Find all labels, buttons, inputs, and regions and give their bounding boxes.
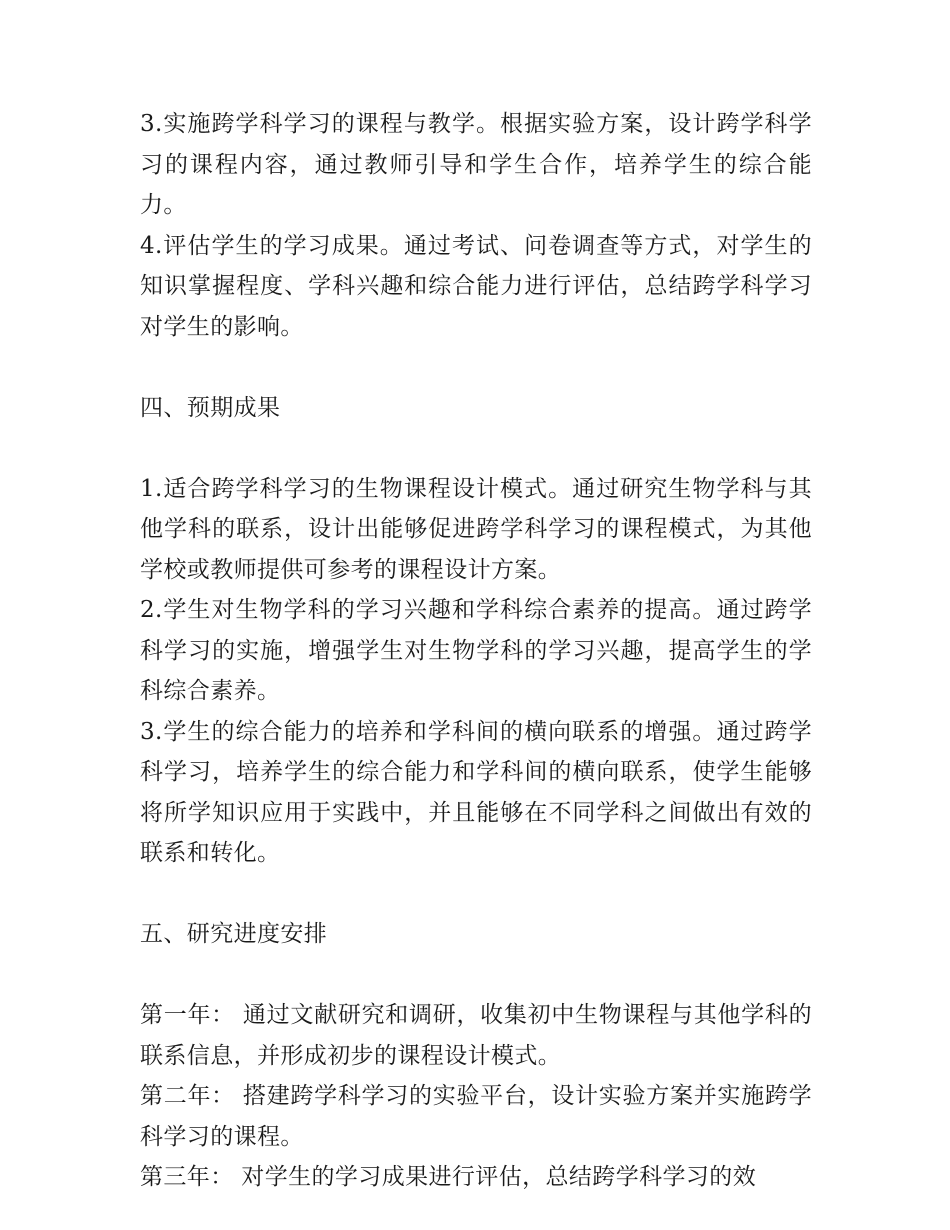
- paragraph-methods-4: 4.评估学生的学习成果。通过考试、问卷调查等方式，对学生的知识掌握程度、学科兴趣和综合能力进行评估，总结跨学科学习对学生的影响。: [140, 232, 812, 340]
- paragraph-schedule-year-1: 第一年： 通过文献研究和调研，收集初中生物课程与其他学科的联系信息，并形成初步的课程设计模式。: [140, 1002, 812, 1069]
- document-body: [140, 104, 812, 1198]
- paragraph-result-1: 1.适合跨学科学习的生物课程设计模式。通过研究生物学科与其他学科的联系，设计出能够促进跨学科学习的课程模式，为其他学校或教师提供可参考的课程设计方案。: [140, 475, 812, 583]
- paragraph-gap: [140, 874, 812, 915]
- paragraph-gap: [140, 428, 812, 469]
- paragraph-result-3: 3.学生的综合能力的培养和学科间的横向联系的增强。通过跨学科学习，培养学生的综合能力和学科间的横向联系，使学生能够将所学知识应用于实践中，并且能够在不同学科之间做出有效的联系和转化。: [140, 718, 812, 866]
- paragraph-methods-3: 3.实施跨学科学习的课程与教学。根据实验方案，设计跨学科学习的课程内容，通过教师引导和学生合作，培养学生的综合能力。: [140, 111, 812, 218]
- section-heading-schedule: 五、研究进度安排: [140, 921, 328, 947]
- section-heading-expected-results: 四、预期成果: [140, 394, 281, 421]
- paragraph-gap: [140, 955, 812, 996]
- paragraph-schedule-year-2: 第二年： 搭建跨学科学习的实验平台，设计实验方案并实施跨学科学习的课程。: [140, 1083, 812, 1150]
- paragraph-schedule-year-3: 第三年： 对学生的学习成果进行评估，总结跨学科学习的效: [140, 1164, 757, 1190]
- paragraph-result-2: 2.学生对生物学科的学习兴趣和学科综合素养的提高。通过跨学科学习的实施，增强学生对生物学科的学习兴趣，提高学生的学科综合素养。: [140, 597, 812, 704]
- paragraph-gap: [140, 347, 812, 388]
